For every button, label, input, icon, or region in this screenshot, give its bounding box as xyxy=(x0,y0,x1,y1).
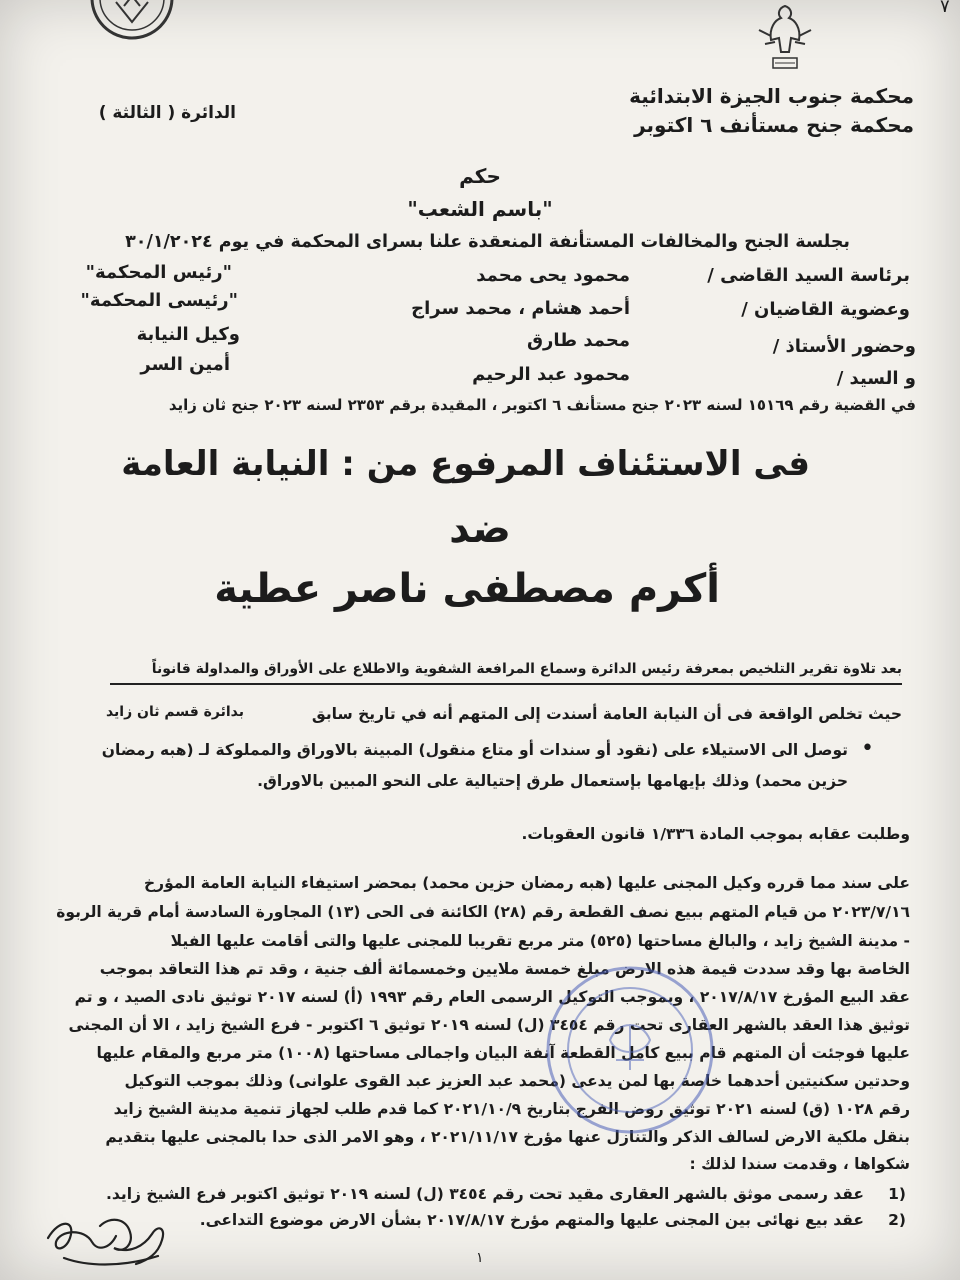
narrative-line: رقم ١٠٢٨ (ق) لسنه ٢٠٢١ توثيق روض الفرج بتاريخ ٢٠٢١/١٠/٩ كما قدم طلب لجهاز تنمية مدينة الشيخ زايد xyxy=(113,1100,910,1118)
court-stamp-icon xyxy=(540,960,720,1140)
district-label: بدائرة قسم ثان زايد xyxy=(105,704,244,720)
panel-title: وكيل النيابة xyxy=(136,324,240,345)
narrative-line: عقد البيع المؤرخ ٢٠١٧/٨/١٧ ، وبموجب التوكيل الرسمى العام رقم ١٩٩٣ (أ) لسنه ٢٠١٧ توثيق نادى الصيد ، و تم xyxy=(74,988,910,1006)
court-division: محكمة جنح مستأنف ٦ اكتوبر xyxy=(634,113,914,137)
document-text: عقد بيع نهائى بين المجنى عليها والمتهم مؤرخ ٢٠١٧/٨/١٧ بشأن الارض موضوع التداعى. xyxy=(199,1211,864,1229)
judgment-title: حكم xyxy=(459,164,501,188)
court-name: محكمة جنوب الجيزة الابتدائية xyxy=(629,84,914,108)
divider-rule xyxy=(110,683,902,685)
panel-role: برئاسة السيد القاضى / xyxy=(707,265,910,286)
panel-name: محمد طارق xyxy=(526,330,630,351)
bullet-icon: • xyxy=(861,736,874,761)
narrative-line: الخاصة بها وقد سددت قيمة هذه الارض مبلغ خمسة ملايين وخمسمائة ألف جنية ، وقد تم هذا التعاقد بموجب xyxy=(99,960,910,978)
facts-intro: حيث تخلص الواقعة فى أن النيابة العامة أسندت إلى المتهم أنه في تاريخ سابق xyxy=(311,705,902,723)
charge-line: توصل الى الاستيلاء على (نقود أو سندات أو متاع منقول) المبينة بالاوراق والمملوكة لـ (هبه رمضان xyxy=(101,741,848,759)
document-number: 2) xyxy=(888,1211,906,1229)
panel-name: محمود يحى محمد xyxy=(476,265,630,286)
narrative-line: على سند مما قرره وكيل المجنى عليها (هبه رمضان حزين محمد) بمحضر استيفاء النيابة العامة المؤرخ xyxy=(144,874,910,892)
narrative-line: شكواها ، وقدمت سندا لذلك : xyxy=(689,1155,910,1173)
narrative-line: ٢٠٢٣/٧/١٦ من قيام المتهم ببيع نصف القطعة رقم (٢٨) الكائنة فى الحى (١٣) المجاورة السادسة أمام قرية الربوة xyxy=(56,903,910,921)
corner-mark: ٧ xyxy=(940,0,950,17)
narrative-line: توثيق هذا العقد بالشهر العقارى تحت رقم ٣٤٥٤ (ل) لسنه ٢٠١٩ توثيق ٦ اكتوبر - فرع الشيخ زايد ، الا أن المجنى xyxy=(68,1016,910,1034)
circuit-label: الدائرة ( الثالثة ) xyxy=(98,103,236,123)
emblem-stamp-icon xyxy=(86,0,178,46)
panel-title: أمين السر xyxy=(140,354,230,375)
narrative-line: - مدينة الشيخ زايد ، والبالغ مساحتها (٥٢٥) متر مربع تقريبا للمجنى عليها والتى أقامت عليها الفيلا xyxy=(170,932,910,950)
in-the-name-heading: "باسم الشعب" xyxy=(407,197,553,221)
narrative-line: بنقل ملكية الارض لسالف الذكر والتنازل عنها مؤرخ ٢٠٢١/١١/١٧ ، وهو الامر الذى حدا بالمجنى عليها بتقديم xyxy=(105,1128,910,1146)
charge-line: حزين محمد) وذلك بإيهامها بإستعمال طرق إحتيالية على النحو المبين بالاوراق. xyxy=(257,772,848,790)
against-heading: ضد xyxy=(449,506,511,552)
narrative-line: عليها فوجئت أن المتهم قام ببيع كامل القطعة آنفة البيان واجمالى مساحتها (١٠٠٨) متر مربع والمقام عليها xyxy=(96,1044,910,1062)
panel-role: وحضور الأستاذ / xyxy=(772,336,916,357)
panel-role: و السيد / xyxy=(836,368,916,389)
penalty-line: وطلبت عقابه بموجب المادة ١/٣٣٦ قانون العقوبات. xyxy=(521,825,910,843)
narrative-line: وحدتين سكنيتين أحدهما خاصة بها لمن يدعى (محمد عبد العزيز عبد القوى علوانى) وذلك بموجب التوكيل xyxy=(124,1072,910,1090)
document-number: 1) xyxy=(888,1185,906,1203)
page-number: ١ xyxy=(476,1250,484,1266)
defendant-name: أكرم مصطفى ناصر عطية xyxy=(214,566,720,612)
panel-title: "رئيس المحكمة" xyxy=(85,262,232,283)
panel-name: أحمد هشام ، محمد سراج xyxy=(411,298,630,319)
panel-name: محمود عبد الرحيم xyxy=(472,364,630,385)
signature-icon xyxy=(40,1208,180,1274)
case-reference: في القضية رقم ١٥١٦٩ لسنه ٢٠٢٣ جنح مستأنف ٦ اكتوبر ، المقيدة برقم ٢٣٥٣ لسنه ٢٠٢٣ جنح ثان زايد xyxy=(168,396,916,414)
session-line: بجلسة الجنح والمخالفات المستأنفة المنعقدة علنا بسراى المحكمة في يوم ٣٠/١/٢٠٢٤ xyxy=(125,232,850,252)
eagle-emblem-icon xyxy=(745,0,825,80)
document-text: عقد رسمى موثق بالشهر العقارى مقيد تحت رقم ٣٤٥٤ (ل) لسنه ٢٠١٩ توثيق اكتوبر فرع الشيخ زايد. xyxy=(106,1185,864,1203)
panel-title: "رئيسى المحكمة" xyxy=(80,290,238,311)
procedure-line: بعد تلاوة تقرير التلخيص بمعرفة رئيس الدائرة وسماع المرافعة الشفوية والاطلاع على الأوراق والمداولة قانوناً xyxy=(151,661,902,677)
panel-role: وعضوية القاضيان / xyxy=(741,299,910,320)
appeal-by-heading: فى الاستئناف المرفوع من : النيابة العامة xyxy=(121,444,810,484)
